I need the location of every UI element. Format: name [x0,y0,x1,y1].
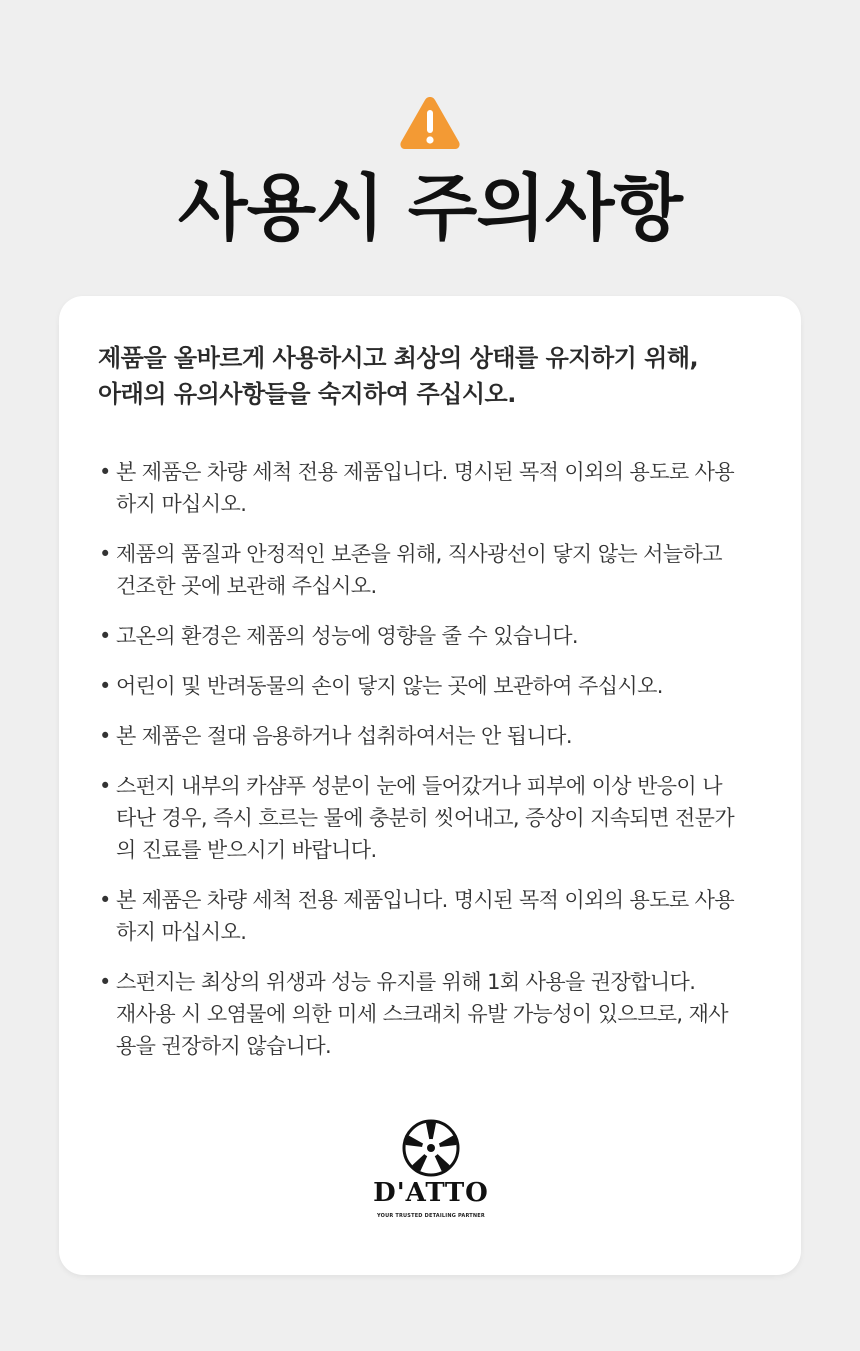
item-line: 본 제품은 차량 세척 전용 제품입니다. 명시된 목적 이외의 용도로 사용 [116,888,735,912]
brand-logo [369,1118,493,1228]
item-line: 스펀지 내부의 카샴푸 성분이 눈에 들어갔거나 피부에 이상 반응이 나 [116,774,722,798]
intro-line: 아래의 유의사항들을 숙지하여 주십시오. [98,380,516,408]
list-item [99,884,769,948]
intro-line: 제품을 올바르게 사용하시고 최상의 상태를 유지하기 위해, [98,344,699,372]
item-line: 스펀지는 최상의 위생과 성능 유지를 위해 1회 사용을 권장합니다. [116,970,696,994]
item-line: 제품의 품질과 안정적인 보존을 위해, 직사광선이 닿지 않는 서늘하고 [116,542,722,566]
warning-triangle-icon [398,93,462,153]
list-item [99,966,769,1062]
page-title: 사용시 주의사항 [178,166,682,250]
intro-text [98,340,778,412]
item-line: 본 제품은 절대 음용하거나 섭취하여서는 안 됩니다. [116,724,572,748]
brand-tagline: YOUR TRUSTED DETAILING PARTNER [377,1213,485,1219]
bullet: • [99,460,111,484]
list-item [99,770,769,866]
item-line: 고온의 환경은 제품의 성능에 영향을 줄 수 있습니다. [116,624,579,648]
list-item [99,620,769,652]
item-line: 재사용 시 오염물에 의한 미세 스크래치 유발 가능성이 있으므로, 재사 [116,1002,728,1026]
list-item [99,670,769,702]
item-line: 용을 권장하지 않습니다. [116,1034,332,1058]
precaution-list [99,456,769,1080]
item-line: 어린이 및 반려동물의 손이 닿지 않는 곳에 보관하여 주십시오. [116,674,663,698]
item-line: 하지 마십시오. [116,492,247,516]
precautions-card [59,296,801,1275]
bullet: • [99,888,111,912]
bullet: • [99,774,111,798]
item-line: 건조한 곳에 보관해 주십시오. [116,574,377,598]
bullet: • [99,674,111,698]
item-line: 의 진료를 받으시기 바랍니다. [116,838,377,862]
brand-name: D'ATTO [373,1178,489,1208]
bullet: • [99,970,111,994]
datto-logo-mark-icon [401,1118,461,1178]
item-line: 본 제품은 차량 세척 전용 제품입니다. 명시된 목적 이외의 용도로 사용 [116,460,735,484]
bullet: • [99,542,111,566]
item-line: 타난 경우, 즉시 흐르는 물에 충분히 씻어내고, 증상이 지속되면 전문가 [116,806,735,830]
list-item [99,456,769,520]
list-item [99,720,769,752]
bullet: • [99,624,111,648]
bullet: • [99,724,111,748]
item-line: 하지 마십시오. [116,920,247,944]
list-item [99,538,769,602]
